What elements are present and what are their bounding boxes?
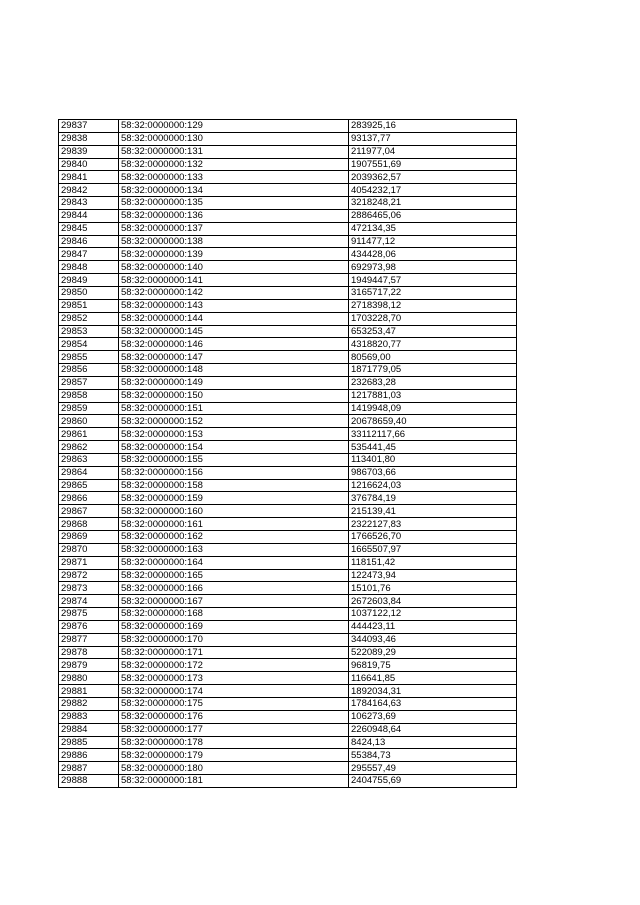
table-row xyxy=(59,492,517,505)
value-cell: 653253,47 xyxy=(349,325,517,338)
row-number-cell: 29845 xyxy=(59,222,119,235)
value-cell: 2322127,83 xyxy=(349,518,517,531)
row-number-cell: 29881 xyxy=(59,685,119,698)
table-row xyxy=(59,762,517,775)
value-cell: 1419948,09 xyxy=(349,402,517,415)
value-cell: 106273,69 xyxy=(349,710,517,723)
cadastral-number-cell: 58:32:0000000:156 xyxy=(119,466,349,479)
row-number-cell: 29871 xyxy=(59,556,119,569)
value-cell: 283925,16 xyxy=(349,120,517,133)
value-cell: 4318820,77 xyxy=(349,338,517,351)
row-number-cell: 29860 xyxy=(59,415,119,428)
cadastral-number-cell: 58:32:0000000:133 xyxy=(119,171,349,184)
table-row xyxy=(59,184,517,197)
value-cell: 2886465,06 xyxy=(349,209,517,222)
table-row xyxy=(59,685,517,698)
cadastral-number-cell: 58:32:0000000:161 xyxy=(119,518,349,531)
cadastral-number-cell: 58:32:0000000:150 xyxy=(119,389,349,402)
table-row xyxy=(59,505,517,518)
table-row xyxy=(59,376,517,389)
value-cell: 1871779,05 xyxy=(349,364,517,377)
row-number-cell: 29863 xyxy=(59,453,119,466)
cadastral-number-cell: 58:32:0000000:181 xyxy=(119,775,349,788)
cadastral-number-cell: 58:32:0000000:145 xyxy=(119,325,349,338)
table-row xyxy=(59,325,517,338)
value-cell: 2260948,64 xyxy=(349,723,517,736)
cadastral-number-cell: 58:32:0000000:142 xyxy=(119,286,349,299)
cadastral-number-cell: 58:32:0000000:168 xyxy=(119,608,349,621)
value-cell: 472134,35 xyxy=(349,222,517,235)
table-row xyxy=(59,197,517,210)
cadastral-number-cell: 58:32:0000000:159 xyxy=(119,492,349,505)
table-body xyxy=(59,120,517,788)
row-number-cell: 29849 xyxy=(59,274,119,287)
row-number-cell: 29886 xyxy=(59,749,119,762)
cadastral-number-cell: 58:32:0000000:143 xyxy=(119,299,349,312)
row-number-cell: 29837 xyxy=(59,120,119,133)
row-number-cell: 29882 xyxy=(59,697,119,710)
cadastral-number-cell: 58:32:0000000:163 xyxy=(119,543,349,556)
value-cell: 93137,77 xyxy=(349,132,517,145)
row-number-cell: 29862 xyxy=(59,441,119,454)
cadastral-number-cell: 58:32:0000000:134 xyxy=(119,184,349,197)
table-row xyxy=(59,479,517,492)
row-number-cell: 29855 xyxy=(59,351,119,364)
value-cell: 122473,94 xyxy=(349,569,517,582)
row-number-cell: 29842 xyxy=(59,184,119,197)
value-cell: 1784164,63 xyxy=(349,697,517,710)
cadastral-number-cell: 58:32:0000000:138 xyxy=(119,235,349,248)
value-cell: 1216624,03 xyxy=(349,479,517,492)
row-number-cell: 29876 xyxy=(59,620,119,633)
cadastral-number-cell: 58:32:0000000:135 xyxy=(119,197,349,210)
value-cell: 1665507,97 xyxy=(349,543,517,556)
table-row xyxy=(59,543,517,556)
table-row xyxy=(59,608,517,621)
cadastral-number-cell: 58:32:0000000:132 xyxy=(119,158,349,171)
table-row xyxy=(59,389,517,402)
table-row xyxy=(59,248,517,261)
cadastral-number-cell: 58:32:0000000:178 xyxy=(119,736,349,749)
value-cell: 344093,46 xyxy=(349,633,517,646)
cadastral-number-cell: 58:32:0000000:175 xyxy=(119,697,349,710)
value-cell: 2718398,12 xyxy=(349,299,517,312)
table-row xyxy=(59,646,517,659)
row-number-cell: 29873 xyxy=(59,582,119,595)
table-row xyxy=(59,659,517,672)
value-cell: 986703,66 xyxy=(349,466,517,479)
value-cell: 376784,19 xyxy=(349,492,517,505)
cadastral-number-cell: 58:32:0000000:173 xyxy=(119,672,349,685)
table-row xyxy=(59,582,517,595)
row-number-cell: 29838 xyxy=(59,132,119,145)
table-row xyxy=(59,158,517,171)
row-number-cell: 29861 xyxy=(59,428,119,441)
value-cell: 215139,41 xyxy=(349,505,517,518)
table-row xyxy=(59,453,517,466)
table-row xyxy=(59,697,517,710)
cadastral-number-cell: 58:32:0000000:166 xyxy=(119,582,349,595)
cadastral-number-cell: 58:32:0000000:158 xyxy=(119,479,349,492)
table-row xyxy=(59,441,517,454)
row-number-cell: 29857 xyxy=(59,376,119,389)
table-row xyxy=(59,171,517,184)
value-cell: 1907551,69 xyxy=(349,158,517,171)
cadastral-number-cell: 58:32:0000000:160 xyxy=(119,505,349,518)
cadastral-number-cell: 58:32:0000000:147 xyxy=(119,351,349,364)
value-cell: 434428,06 xyxy=(349,248,517,261)
value-cell: 535441,45 xyxy=(349,441,517,454)
row-number-cell: 29848 xyxy=(59,261,119,274)
cadastral-number-cell: 58:32:0000000:169 xyxy=(119,620,349,633)
table-row xyxy=(59,556,517,569)
row-number-cell: 29868 xyxy=(59,518,119,531)
value-cell: 232683,28 xyxy=(349,376,517,389)
value-cell: 15101,76 xyxy=(349,582,517,595)
value-cell: 2404755,69 xyxy=(349,775,517,788)
value-cell: 295557,49 xyxy=(349,762,517,775)
row-number-cell: 29877 xyxy=(59,633,119,646)
table-row xyxy=(59,749,517,762)
value-cell: 8424,13 xyxy=(349,736,517,749)
table-row xyxy=(59,672,517,685)
value-cell: 911477,12 xyxy=(349,235,517,248)
value-cell: 96819,75 xyxy=(349,659,517,672)
table-row xyxy=(59,595,517,608)
value-cell: 4054232,17 xyxy=(349,184,517,197)
table-row xyxy=(59,633,517,646)
row-number-cell: 29844 xyxy=(59,209,119,222)
table-row xyxy=(59,338,517,351)
table-row xyxy=(59,531,517,544)
table-row xyxy=(59,286,517,299)
cadastral-number-cell: 58:32:0000000:154 xyxy=(119,441,349,454)
table-row xyxy=(59,415,517,428)
value-cell: 1949447,57 xyxy=(349,274,517,287)
row-number-cell: 29874 xyxy=(59,595,119,608)
row-number-cell: 29867 xyxy=(59,505,119,518)
row-number-cell: 29839 xyxy=(59,145,119,158)
cadastral-number-cell: 58:32:0000000:131 xyxy=(119,145,349,158)
row-number-cell: 29841 xyxy=(59,171,119,184)
row-number-cell: 29879 xyxy=(59,659,119,672)
row-number-cell: 29843 xyxy=(59,197,119,210)
cadastral-number-cell: 58:32:0000000:164 xyxy=(119,556,349,569)
table-row xyxy=(59,466,517,479)
row-number-cell: 29854 xyxy=(59,338,119,351)
table-row xyxy=(59,710,517,723)
cadastral-number-cell: 58:32:0000000:136 xyxy=(119,209,349,222)
table-row xyxy=(59,351,517,364)
value-cell: 33112117,66 xyxy=(349,428,517,441)
value-cell: 444423,11 xyxy=(349,620,517,633)
cadastral-number-cell: 58:32:0000000:170 xyxy=(119,633,349,646)
table-row xyxy=(59,312,517,325)
table-row xyxy=(59,620,517,633)
value-cell: 118151,42 xyxy=(349,556,517,569)
row-number-cell: 29847 xyxy=(59,248,119,261)
row-number-cell: 29852 xyxy=(59,312,119,325)
row-number-cell: 29850 xyxy=(59,286,119,299)
row-number-cell: 29859 xyxy=(59,402,119,415)
cadastral-number-cell: 58:32:0000000:179 xyxy=(119,749,349,762)
row-number-cell: 29885 xyxy=(59,736,119,749)
table-row xyxy=(59,736,517,749)
cadastral-number-cell: 58:32:0000000:148 xyxy=(119,364,349,377)
cadastral-number-cell: 58:32:0000000:130 xyxy=(119,132,349,145)
value-cell: 1037122,12 xyxy=(349,608,517,621)
cadastral-number-cell: 58:32:0000000:140 xyxy=(119,261,349,274)
cadastral-number-cell: 58:32:0000000:152 xyxy=(119,415,349,428)
cadastral-number-cell: 58:32:0000000:174 xyxy=(119,685,349,698)
row-number-cell: 29884 xyxy=(59,723,119,736)
row-number-cell: 29858 xyxy=(59,389,119,402)
cadastral-number-cell: 58:32:0000000:162 xyxy=(119,531,349,544)
row-number-cell: 29878 xyxy=(59,646,119,659)
row-number-cell: 29865 xyxy=(59,479,119,492)
row-number-cell: 29853 xyxy=(59,325,119,338)
cadastral-number-cell: 58:32:0000000:137 xyxy=(119,222,349,235)
row-number-cell: 29883 xyxy=(59,710,119,723)
data-table-container xyxy=(58,119,516,788)
cadastral-number-cell: 58:32:0000000:144 xyxy=(119,312,349,325)
table-row xyxy=(59,132,517,145)
row-number-cell: 29869 xyxy=(59,531,119,544)
value-cell: 113401,80 xyxy=(349,453,517,466)
row-number-cell: 29870 xyxy=(59,543,119,556)
value-cell: 2672603,84 xyxy=(349,595,517,608)
cadastral-number-cell: 58:32:0000000:153 xyxy=(119,428,349,441)
table-row xyxy=(59,402,517,415)
row-number-cell: 29888 xyxy=(59,775,119,788)
table-row xyxy=(59,569,517,582)
cadastral-number-cell: 58:32:0000000:149 xyxy=(119,376,349,389)
row-number-cell: 29851 xyxy=(59,299,119,312)
value-cell: 2039362,57 xyxy=(349,171,517,184)
value-cell: 1703228,70 xyxy=(349,312,517,325)
row-number-cell: 29872 xyxy=(59,569,119,582)
cadastral-number-cell: 58:32:0000000:172 xyxy=(119,659,349,672)
value-cell: 3218248,21 xyxy=(349,197,517,210)
table-row xyxy=(59,518,517,531)
cadastral-number-cell: 58:32:0000000:167 xyxy=(119,595,349,608)
cadastral-number-cell: 58:32:0000000:180 xyxy=(119,762,349,775)
row-number-cell: 29866 xyxy=(59,492,119,505)
table-row xyxy=(59,723,517,736)
value-cell: 692973,98 xyxy=(349,261,517,274)
value-cell: 80569,00 xyxy=(349,351,517,364)
data-table xyxy=(58,119,517,788)
cadastral-number-cell: 58:32:0000000:129 xyxy=(119,120,349,133)
table-row xyxy=(59,274,517,287)
table-row xyxy=(59,364,517,377)
value-cell: 55384,73 xyxy=(349,749,517,762)
row-number-cell: 29875 xyxy=(59,608,119,621)
cadastral-number-cell: 58:32:0000000:176 xyxy=(119,710,349,723)
value-cell: 1217881,03 xyxy=(349,389,517,402)
row-number-cell: 29864 xyxy=(59,466,119,479)
table-row xyxy=(59,222,517,235)
table-row xyxy=(59,775,517,788)
table-row xyxy=(59,261,517,274)
table-row xyxy=(59,235,517,248)
value-cell: 522089,29 xyxy=(349,646,517,659)
value-cell: 3165717,22 xyxy=(349,286,517,299)
cadastral-number-cell: 58:32:0000000:171 xyxy=(119,646,349,659)
row-number-cell: 29840 xyxy=(59,158,119,171)
cadastral-number-cell: 58:32:0000000:155 xyxy=(119,453,349,466)
table-row xyxy=(59,120,517,133)
value-cell: 1892034,31 xyxy=(349,685,517,698)
cadastral-number-cell: 58:32:0000000:177 xyxy=(119,723,349,736)
table-row xyxy=(59,299,517,312)
table-row xyxy=(59,145,517,158)
row-number-cell: 29856 xyxy=(59,364,119,377)
value-cell: 1766526,70 xyxy=(349,531,517,544)
value-cell: 116641,85 xyxy=(349,672,517,685)
cadastral-number-cell: 58:32:0000000:139 xyxy=(119,248,349,261)
cadastral-number-cell: 58:32:0000000:146 xyxy=(119,338,349,351)
row-number-cell: 29880 xyxy=(59,672,119,685)
row-number-cell: 29846 xyxy=(59,235,119,248)
cadastral-number-cell: 58:32:0000000:165 xyxy=(119,569,349,582)
table-row xyxy=(59,209,517,222)
table-row xyxy=(59,428,517,441)
cadastral-number-cell: 58:32:0000000:151 xyxy=(119,402,349,415)
value-cell: 211977,04 xyxy=(349,145,517,158)
row-number-cell: 29887 xyxy=(59,762,119,775)
value-cell: 20678659,40 xyxy=(349,415,517,428)
cadastral-number-cell: 58:32:0000000:141 xyxy=(119,274,349,287)
